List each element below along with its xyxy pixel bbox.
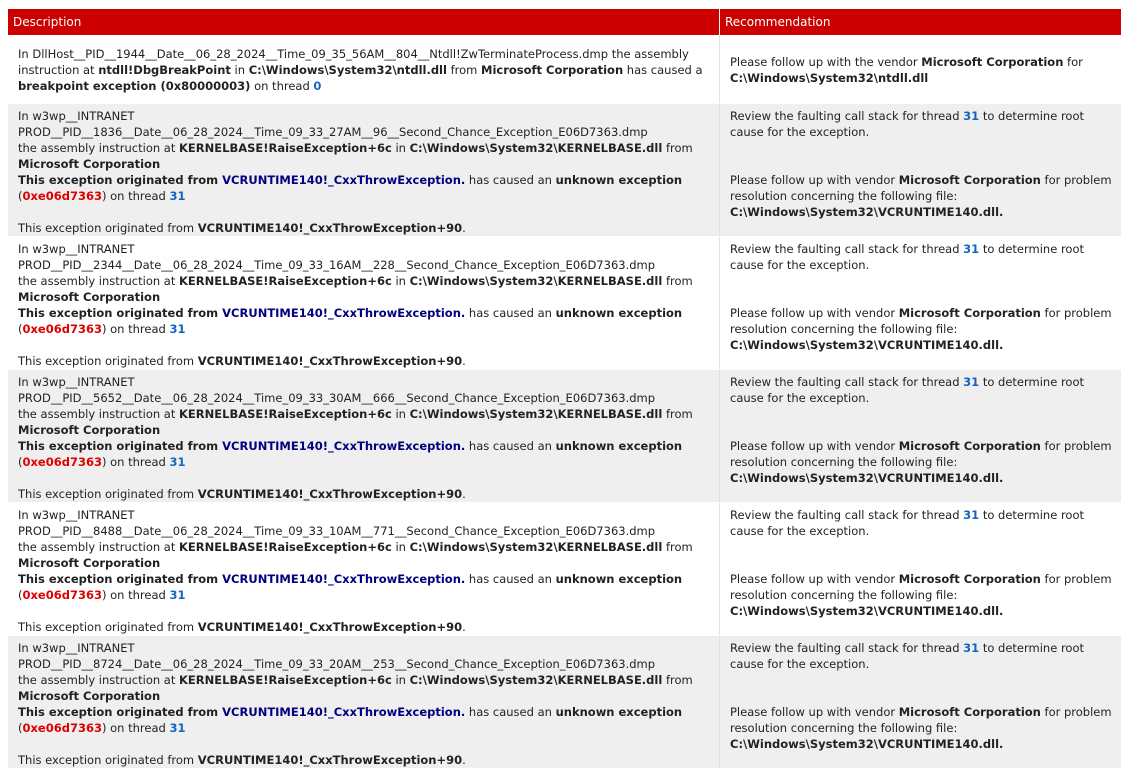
rec-text: Review the faulting call stack for thread <box>730 375 964 389</box>
desc-text: ( <box>18 189 23 203</box>
desc-text: This exception originated from <box>18 354 198 368</box>
thread-link[interactable]: 0 <box>313 79 322 93</box>
desc-text: . <box>462 221 466 235</box>
origin-label: This exception originated from <box>18 572 223 586</box>
desc-text: from <box>446 63 482 77</box>
origin-function: VCRUNTIME140!_CxxThrowException. <box>222 173 466 187</box>
vendor: Microsoft Corporation <box>898 705 1041 719</box>
vendor: Microsoft Corporation <box>18 689 161 703</box>
header-description: Description <box>8 9 720 35</box>
thread-link[interactable]: 31 <box>963 508 980 522</box>
desc-text: ( <box>18 322 23 336</box>
instruction: KERNELBASE!RaiseException+6c <box>179 141 392 155</box>
exception-code: 0xe06d7363 <box>22 455 102 469</box>
desc-text: the assembly instruction at <box>18 141 180 155</box>
analysis-table <box>8 9 1121 769</box>
desc-text: ( <box>18 455 23 469</box>
vendor: Microsoft Corporation <box>898 572 1041 586</box>
rec-text: for problem resolution concerning the following file: <box>730 306 1112 336</box>
desc-text: in <box>391 540 410 554</box>
vendor: Microsoft Corporation <box>898 439 1041 453</box>
origin-function: VCRUNTIME140!_CxxThrowException+90 <box>197 354 463 368</box>
vendor: Microsoft Corporation <box>18 157 161 171</box>
header-recommendation: Recommendation <box>725 15 831 29</box>
desc-text: in <box>391 673 410 687</box>
vendor: Microsoft Corporation <box>18 556 161 570</box>
table-row <box>8 636 1121 769</box>
instruction: KERNELBASE!RaiseException+6c <box>179 673 392 687</box>
desc-text: ) on thread <box>101 322 170 336</box>
vendor: Microsoft Corporation <box>898 306 1041 320</box>
dump-name: In w3wp__INTRANET PROD__PID__5652__Date__06_28_2024__Time_09_33_30AM__666__Second_Chance_Exception_E06D7363.dmp <box>18 375 656 405</box>
dump-name: In w3wp__INTRANET PROD__PID__8724__Date__06_28_2024__Time_09_33_20AM__253__Second_Chance_Exception_E06D7363.dmp <box>18 641 656 671</box>
rec-text: Please follow up with vendor <box>730 306 899 320</box>
rec-text: Please follow up with the vendor <box>730 55 922 69</box>
table-header <box>8 9 1121 35</box>
rec-text: Please follow up with vendor <box>730 572 899 586</box>
description-cell <box>8 35 720 103</box>
desc-text: from <box>662 274 693 288</box>
desc-text: the assembly instruction at <box>18 274 180 288</box>
origin-function: VCRUNTIME140!_CxxThrowException. <box>222 572 466 586</box>
rec-text: to determine root cause for the exception. <box>730 242 1085 272</box>
desc-text: ( <box>18 721 23 735</box>
rec-text: for problem resolution concerning the following file: <box>730 173 1112 203</box>
thread-link[interactable]: 31 <box>963 242 980 256</box>
rec-text: for problem resolution concerning the following file: <box>730 705 1112 735</box>
desc-text: the assembly instruction at <box>18 673 180 687</box>
desc-text: ) on thread <box>101 455 170 469</box>
rec-text: for problem resolution concerning the following file: <box>730 439 1112 469</box>
origin-function: VCRUNTIME140!_CxxThrowException. <box>222 705 466 719</box>
desc-text: has caused an <box>465 572 556 586</box>
recommendation-cell <box>720 503 1121 635</box>
module-path: C:\Windows\System32\KERNELBASE.dll <box>409 540 663 554</box>
thread-link[interactable]: 31 <box>169 588 186 602</box>
desc-text: ) on thread <box>101 588 170 602</box>
desc-text: from <box>662 141 693 155</box>
rec-text: to determine root cause for the exception. <box>730 641 1085 671</box>
table-row <box>8 237 1121 370</box>
origin-function: VCRUNTIME140!_CxxThrowException. <box>222 306 466 320</box>
rec-text: to determine root cause for the exception. <box>730 375 1085 405</box>
desc-text: This exception originated from <box>18 487 198 501</box>
desc-text: . <box>462 620 466 634</box>
vendor: Microsoft Corporation <box>18 290 161 304</box>
origin-label: This exception originated from <box>18 306 223 320</box>
description-cell <box>8 370 720 502</box>
module-path: C:\Windows\System32\KERNELBASE.dll <box>409 141 663 155</box>
module-path: C:\Windows\System32\KERNELBASE.dll <box>409 274 663 288</box>
vendor: Microsoft Corporation <box>481 63 624 77</box>
desc-text: . <box>462 487 466 501</box>
instruction: KERNELBASE!RaiseException+6c <box>179 274 392 288</box>
desc-text: the assembly instruction at <box>18 407 180 421</box>
rec-text: Review the faulting call stack for thread <box>730 242 964 256</box>
table-row <box>8 35 1121 104</box>
exception-type: unknown exception <box>555 572 683 586</box>
recommendation-cell <box>720 104 1121 236</box>
desc-text: . <box>462 354 466 368</box>
instruction: KERNELBASE!RaiseException+6c <box>179 540 392 554</box>
thread-link[interactable]: 31 <box>963 109 980 123</box>
exception-code: 0xe06d7363 <box>22 322 102 336</box>
module-path: C:\Windows\System32\KERNELBASE.dll <box>409 407 663 421</box>
rec-text: Please follow up with vendor <box>730 173 899 187</box>
recommendation-cell <box>720 35 1121 103</box>
origin-label: This exception originated from <box>18 439 223 453</box>
desc-text: This exception originated from <box>18 221 198 235</box>
instruction: ntdll!DbgBreakPoint <box>98 63 231 77</box>
file-path: C:\Windows\System32\VCRUNTIME140.dll. <box>730 737 1004 751</box>
vendor: Microsoft Corporation <box>18 423 161 437</box>
exception-code: 0xe06d7363 <box>22 588 102 602</box>
thread-link[interactable]: 31 <box>963 641 980 655</box>
dump-name: In w3wp__INTRANET PROD__PID__2344__Date__06_28_2024__Time_09_33_16AM__228__Second_Chance_Exception_E06D7363.dmp <box>18 242 656 272</box>
desc-text: from <box>662 540 693 554</box>
desc-text: In DllHost__PID__1944__Date__06_28_2024__Time_09_35_56AM__804__Ntdll!ZwTerminateProcess.dmp the assembly instruction at <box>18 47 689 77</box>
rec-text: for <box>1063 55 1083 69</box>
desc-text: from <box>662 673 693 687</box>
module-path: C:\Windows\System32\ntdll.dll <box>730 71 929 85</box>
rec-text: Review the faulting call stack for thread <box>730 641 964 655</box>
desc-text: has caused an <box>465 705 556 719</box>
rec-text: for problem resolution concerning the following file: <box>730 572 1112 602</box>
recommendation-cell <box>720 370 1121 502</box>
desc-text: the assembly instruction at <box>18 540 180 554</box>
vendor: Microsoft Corporation <box>898 173 1041 187</box>
rec-text: to determine root cause for the exception. <box>730 508 1085 538</box>
file-path: C:\Windows\System32\VCRUNTIME140.dll. <box>730 471 1004 485</box>
desc-text: in <box>391 141 410 155</box>
description-cell <box>8 104 720 236</box>
file-path: C:\Windows\System32\VCRUNTIME140.dll. <box>730 205 1004 219</box>
desc-text: in <box>391 407 410 421</box>
file-path: C:\Windows\System32\VCRUNTIME140.dll. <box>730 338 1004 352</box>
desc-text: has caused an <box>465 173 556 187</box>
desc-text: from <box>662 407 693 421</box>
desc-text: has caused an <box>465 439 556 453</box>
thread-link[interactable]: 31 <box>169 721 186 735</box>
vendor: Microsoft Corporation <box>921 55 1064 69</box>
desc-text: ) on thread <box>101 189 170 203</box>
recommendation-cell <box>720 636 1121 768</box>
instruction: KERNELBASE!RaiseException+6c <box>179 407 392 421</box>
file-path: C:\Windows\System32\VCRUNTIME140.dll. <box>730 604 1004 618</box>
origin-function: VCRUNTIME140!_CxxThrowException+90 <box>197 221 463 235</box>
thread-link[interactable]: 31 <box>963 375 980 389</box>
description-cell <box>8 237 720 369</box>
rec-text: Please follow up with vendor <box>730 705 899 719</box>
origin-label: This exception originated from <box>18 705 223 719</box>
description-cell <box>8 503 720 635</box>
exception-type: unknown exception <box>555 306 683 320</box>
table-row <box>8 503 1121 636</box>
rec-text: to determine root cause for the exception. <box>730 109 1085 139</box>
desc-text: has caused a <box>623 63 703 77</box>
exception-type: unknown exception <box>555 439 683 453</box>
recommendation-cell <box>720 237 1121 369</box>
table-row <box>8 104 1121 237</box>
table-row <box>8 370 1121 503</box>
origin-function: VCRUNTIME140!_CxxThrowException+90 <box>197 487 463 501</box>
module-path: C:\Windows\System32\ntdll.dll <box>248 63 447 77</box>
exception-type: unknown exception <box>555 705 683 719</box>
dump-name: In w3wp__INTRANET PROD__PID__8488__Date__06_28_2024__Time_09_33_10AM__771__Second_Chance_Exception_E06D7363.dmp <box>18 508 656 538</box>
exception-code: 0xe06d7363 <box>22 721 102 735</box>
thread-link[interactable]: 31 <box>169 322 186 336</box>
origin-label: This exception originated from <box>18 173 223 187</box>
rec-text: Review the faulting call stack for thread <box>730 508 964 522</box>
origin-function: VCRUNTIME140!_CxxThrowException. <box>222 439 466 453</box>
desc-text: in <box>230 63 249 77</box>
exception-code: 0xe06d7363 <box>22 189 102 203</box>
description-cell <box>8 636 720 768</box>
module-path: C:\Windows\System32\KERNELBASE.dll <box>409 673 663 687</box>
thread-link[interactable]: 31 <box>169 455 186 469</box>
desc-text: in <box>391 274 410 288</box>
origin-function: VCRUNTIME140!_CxxThrowException+90 <box>197 620 463 634</box>
thread-link[interactable]: 31 <box>169 189 186 203</box>
desc-text: This exception originated from <box>18 620 198 634</box>
desc-text: . <box>462 753 466 767</box>
desc-text: This exception originated from <box>18 753 198 767</box>
exception-type: breakpoint exception (0x80000003) <box>18 79 251 93</box>
origin-function: VCRUNTIME140!_CxxThrowException+90 <box>197 753 463 767</box>
desc-text: ) on thread <box>101 721 170 735</box>
desc-text: has caused an <box>465 306 556 320</box>
desc-text: ( <box>18 588 23 602</box>
rec-text: Review the faulting call stack for thread <box>730 109 964 123</box>
dump-name: In w3wp__INTRANET PROD__PID__1836__Date__06_28_2024__Time_09_33_27AM__96__Second_Chance_Exception_E06D7363.dmp <box>18 109 648 139</box>
exception-type: unknown exception <box>555 173 683 187</box>
desc-text: on thread <box>250 79 314 93</box>
rec-text: Please follow up with vendor <box>730 439 899 453</box>
